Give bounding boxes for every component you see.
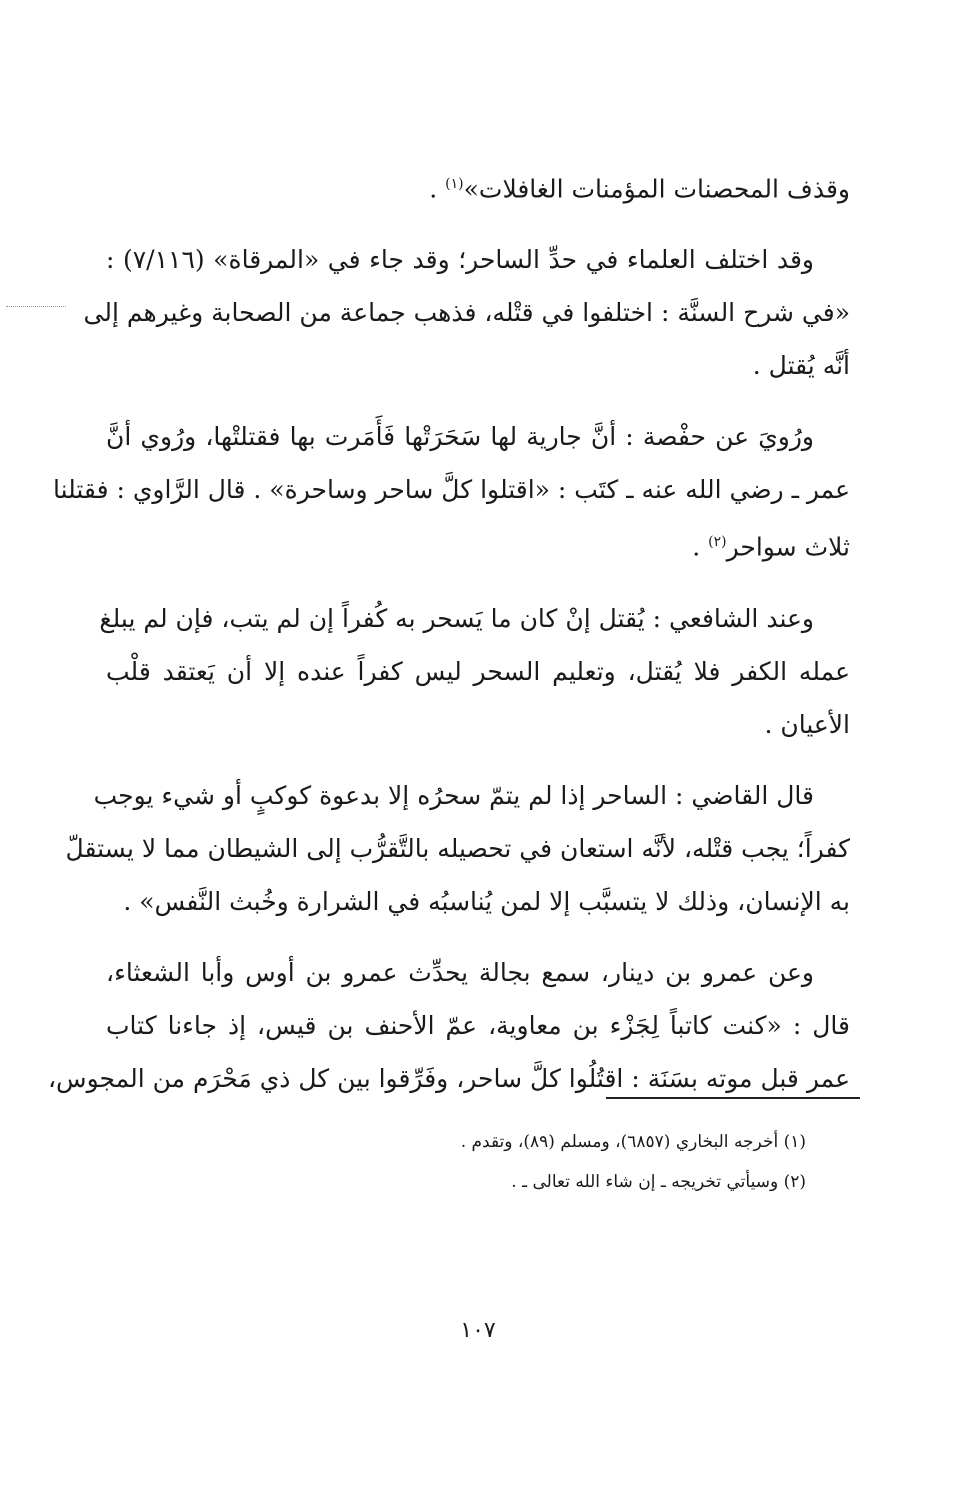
text-line: وعن عمرو بن دينار، سمع بجالة يحدِّث عمرو بن أوس وأبا الشعثاء، (106, 957, 814, 987)
footnote-reference-2[interactable]: (٢) (708, 534, 727, 551)
footnote-reference-1[interactable]: (١) (445, 176, 464, 192)
text-line: عمر ـ رضي الله عنه ـ كتَب : «اقتلوا كلَّ ساحر وساحرة» . قال الرَّاوي : فقتلنا (52, 475, 850, 505)
footnote-2: (٢) وسيأتي تخريجه ـ إن شاء الله تعالى ـ . (511, 1172, 806, 1192)
paragraph-2 (83, 233, 850, 392)
paragraph-4 (99, 592, 850, 751)
footnote-1: (١) أخرجه البخاري (٦٨٥٧)، ومسلم (٨٩)، وتقدم . (460, 1132, 806, 1152)
text-line: الأعيان . (764, 709, 850, 739)
text-line: عمله الكفر فلا يُقتل، وتعليم السحر ليس كفراً عنده إلا أن يَعتقد قلْب (106, 656, 850, 686)
text-line: به الإنسان، وذلك لا يتسبَّب إلا لمن يُناسبُه في الشرارة وخُبث النَّفس» . (123, 886, 850, 916)
paragraph-1 (106, 158, 850, 215)
text-line: قال : «كنت كاتباً لِجَزْء بن معاوية، عمّ الأحنف بن قيس، إذ جاءنا كتاب (106, 1010, 850, 1040)
text-line: وقد اختلف العلماء في حدِّ الساحر؛ وقد جاء في «المرقاة» (٧/١١٦) : (106, 245, 815, 275)
page-number: ١٠٧ (460, 1318, 496, 1343)
text-line: قال القاضي : الساحر إذا لم يتمّ سحرُه إلا بدعوة كوكبٍ أو شيء يوجب (93, 780, 814, 810)
text-line: أنَّه يُقتل . (752, 351, 850, 381)
text-line: «في شرح السنَّة : اختلفوا في قتْله، فذهب جماعة من الصحابة وغيرهم إلى (83, 298, 850, 328)
margin-mark (6, 306, 66, 311)
paragraph-6 (47, 946, 850, 1105)
footnotes (150, 1122, 806, 1202)
paragraph-3 (52, 410, 850, 573)
footnote-divider (606, 1097, 860, 1099)
paragraph-5 (65, 769, 850, 928)
text-line: عمر قبل موته بسَنَة : اقتُلُوا كلَّ ساحر، وفَرِّقوا بين كل ذي مَحْرَم من المجوس، (47, 1063, 850, 1093)
text-line: كفراً؛ يجب قتْله، لأنَّه استعان في تحصيله بالتَّقرُّب إلى الشيطان مما لا يستقلّ (65, 833, 850, 863)
main-text (47, 158, 850, 1123)
text-line: ورُويَ عن حفْصة : أنَّ جارية لها سَحَرَتْها فَأَمَرت بها فقتلتْها، ورُوي أنَّ (106, 422, 814, 452)
text-line: وقذف المحصنات المؤمنات الغافلات»$^{(١)}$ . (429, 174, 850, 204)
text-line: ثلاث سواحر$^{(٢)}$ . (692, 532, 850, 562)
text-line: وعند الشافعي : يُقتل إنْ كان ما يَسحر به كُفراً إن لم يتب، فإن لم يبلغ (99, 603, 814, 633)
